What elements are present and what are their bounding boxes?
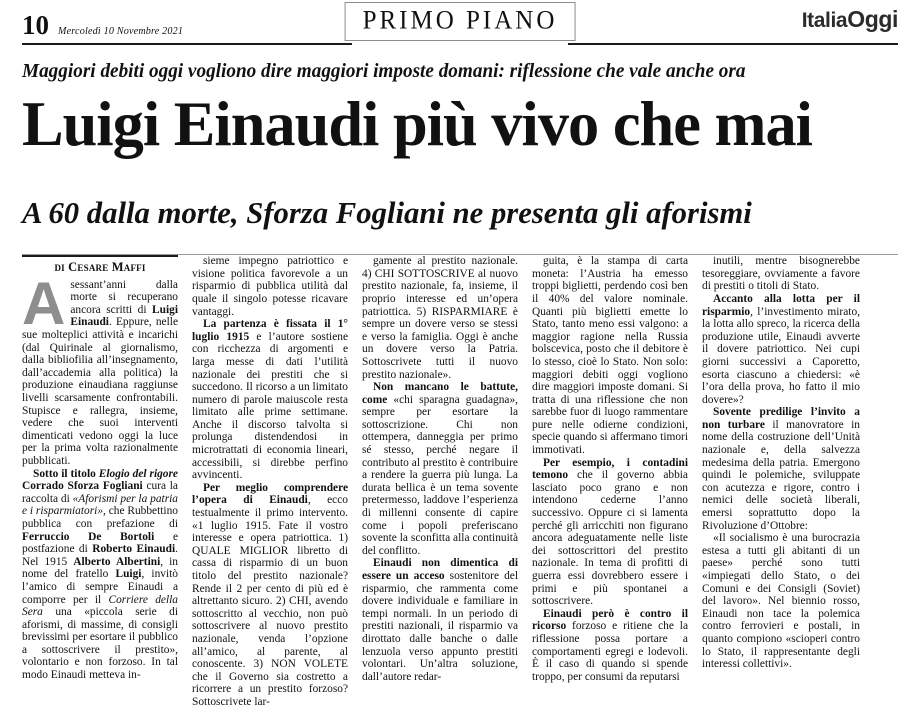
text-run: Einaudi però è contro il ricorso [532,607,688,633]
text-run: Sotto il titolo [33,467,99,480]
page-title: Luigi Einaudi più vivo che mai [22,88,813,159]
text-run: Roberto Einaudi [92,543,176,556]
article-paragraph [702,532,860,671]
text-run: «Il socialismo è una burocrazia estesa a tutti gli abitanti di un paese» perché sono tutti «impiegati dello Stato, o dei Comuni e dei Consigli (Soviet) del lavoro». Nel biennio rosso, Einaudi non tace la polemica contro ferrovieri e postali, in quanto compiono «scioperi contro lo Stato, il rappresentante degli interessi collettivi». [702,532,860,671]
text-run: Luigi [115,568,142,581]
issue-date: Mercoledì 10 Novembre 2021 [58,25,184,37]
text-run: cura la raccolta di [22,480,178,505]
text-run: gamente al prestito nazionale. 4) CHI SOTTOSCRIVE al nuovo prestito nazionale, fa, insieme, il proprio interesse ed un’opera patriottica. 5) RISPARMIARE è sempre un dovere verso se stessi e verso la famiglia. Oggi è anche un dovere verso la Patria. Sottoscrivete tutti il nuovo prestito nazionale». [362,255,518,381]
column-4 [532,255,702,708]
article-paragraph [362,557,518,683]
text-run: Corriere della Sera [22,593,179,619]
text-run: Alberto Albertini [73,555,161,568]
brand-name-first: Italia [801,9,848,32]
column-2 [192,255,362,708]
text-run: Ferruccio De Bortoli [22,530,155,543]
subheadline: A 60 dalla morte, Sforza Fogliani ne presenta gli aforismi [22,195,752,231]
masthead-rule-right [568,43,898,45]
text-run: che il governo abbia lasciato poco grano e non intendono cederne l’anno successivo. Oppure ci si lamenta perché gli arricchiti non figurano ancora adeguatamente nelle liste dei sottoscrittori del prestito nazionale. In tema di profitti di guerra essi dovrebbero essere i primi e più spontanei a sottoscrivere. [532,469,688,608]
article-paragraph [532,457,688,608]
kicker: Maggiori debiti oggi vogliono dire maggiori imposte domani: riflessione che vale anche ora [22,61,746,82]
text-run: e l’autore sostiene con ricchezza di argomenti e larga messe di dati l’utilità nazionale dei prestiti che si succedono. Il ricorso a un limitato numero di parole maiuscole resta limitato alle prime settimane. Anche il discorso talvolta si prolunga distendendosi in microtrattati di economia lineari, accessibili, si direbbe perfino avvincenti. [192,330,348,482]
text-run: , che Rubbettino pubblica con prefazione di [22,505,178,530]
text-run: Non mancano le battute, come [362,381,518,406]
text-run: Corrado Sforza Fogliani [22,480,143,493]
text-run: e postfazione di [22,530,179,556]
text-run: inutili, mentre bisognerebbe tesoreggiare, ovviamente a favore di prestiti o titoli di Stato. [702,255,860,293]
text-run: sessant’anni dalla morte si recuperano ancora scritti di [70,278,178,316]
text-run: Elogio del rigore [98,467,178,480]
text-run: sostenitore del risparmio, che rammenta come dovere individuale e familiare in tempi normali. In un periodo di prestiti nazionali, il risparmio va dirottato dalle banche o dalle lenzuola verso appunto prestiti volontari. Un’altra soluzione, dall’autore redar- [362,570,518,683]
text-run: forzoso e ritiene che la riflessione possa portare a comportamenti egregi e lodevoli. È il caso di quando si spende troppo, per consumi da reputarsi [532,620,688,683]
drop-cap: A [22,269,66,337]
article-paragraph [192,255,348,318]
text-run: Accanto alla lotta per il risparmio [702,292,860,318]
article-paragraph [22,269,178,468]
text-run: Einaudi non dimentica di essere un acceso [362,557,518,582]
article-paragraph [22,468,178,682]
masthead-rule-left [22,43,352,45]
brand-name-second: Oggi [847,6,898,32]
text-run: Per meglio comprendere l’opera di Einaudi [192,481,348,507]
text-run: sieme impegno patriottico e visione politica favorevole a un risparmio di pubblica utilità dal quale il singolo potesse ricavare vantaggi. [192,255,348,318]
text-run: . Eppure, nelle sue molteplici attività e incarichi (dal Quirinale al giornalismo, dalla bibliofilia all’insegnamento, dall’accademia alla politica) la produzione einaudiana raggiunse livelli scarsamente confrontabili. Stupisce e rallegra, insieme, vedere che suoi interventi dimenticati vedono oggi la luce per la prima volta razionalmente pubblicati. [22,316,178,467]
text-run: guita, è la stampa di carta moneta: l’Austria ha emesso troppi biglietti, perdendo così ben il 40% del valore nominale. Quanti più biglietti emette lo Stato, tanto meno essi valgono: a maggior ragione nella Russia bolscevica, posto che il debitore è lo stesso, cioè lo Stato. Non solo: maggiori debiti oggi vogliono dire maggiori imposte domani. Si tratta di una riflessione che non sarebbe fuor di luogo rammentare pure nelle odierne condizioni, specie quando si affermano timori immotivati. [532,255,688,457]
text-run: La partenza è fissata il 1° luglio 1915 [192,318,348,343]
text-run: , ecco testualmente il primo intervento. «1 luglio 1915. Fate il vostro interesse e opera patriottica. 1) QUALE MIGLIOR libretto di cassa di risparmio di un buon titolo del prestito nazionale? Rende il 2 per cento di più ed è altrettanto sicuro. 2) CHI, avendo sottoscritto al vecchio, non può sottoscrivere al nuovo prestito nazionale, venda l’opzione all’amico, al parente, al conoscente. 3) NON VOLETE che il Governo sia costretto a ricorrere a un prestito forzoso? Sottoscrivete lar- [192,494,348,708]
column-1 [22,255,192,708]
article-paragraph [362,381,518,557]
byline-rule [22,255,178,257]
text-run: , in nome del fratello [22,555,179,581]
article-paragraph [192,318,348,482]
article-body [22,255,898,708]
text-run: Sovente predilige l’invito a non turbare [702,406,860,431]
text-run: , invitò l’amico di sempre Einaudi a comporre per il [22,568,179,606]
column-5 [702,255,860,708]
text-run: . Nel 1915 [22,543,178,568]
text-run: , l’investimento mirato, la lotta allo spreco, la ricerca della produzione utile, Einaudi avverte il dovere patriottico. Nei cupi giorni successivi a Caporetto, esorta ciascuno a chiedersi: «è l’ora della prova, ho fatto il mio dovere»? [702,305,860,406]
text-run: Per esempio, i contadini temono [532,456,688,482]
page-number: 10 [22,10,49,40]
text-run: una «piccola serie di aforismi, di massime, di consigli brevissimi per esortare il pubblico a sottoscrivere il prestito», volontario e non forzoso. In tal modo Einaudi metteva in- [22,606,178,682]
article-paragraph [702,406,860,532]
section-title-box [345,2,576,41]
section-title: PRIMO PIANO [362,6,558,35]
article-paragraph [702,255,860,293]
text-run: il manovratore in nome della costruzione dell’Unità nazionale e, della salvezza medesima della patria. Emergono quindi le polemiche, sviluppate con acutezza e rigore, contro i nemici delle società liberali, emersi soprattutto dopo la Rivoluzione d’Ottobre: [702,418,860,532]
article-paragraph [532,255,688,457]
article-paragraph [192,482,348,709]
text-run: «chi sparagna guadagna», sempre per esortare la sottoscrizione. Chi non ottempera, danneggia per primo sé stesso, perché negare il contributo al prestito è contribuire a rendere la guerra più lunga. La durata bellica è un tema sovente pretermesso, laddove l’esperienza di millenni consente di capire come i popoli preferiscano sovente la sconfitta alla continuità del conflitto. [362,393,518,557]
text-run: Luigi Einaudi [70,303,178,329]
folio-group [22,12,194,39]
article-paragraph [702,293,860,406]
text-run: «Aforismi per la patria e i risparmiatori» [22,492,178,518]
publication-logo [802,8,898,31]
byline: di Cesare Maffi [54,260,146,275]
article-paragraph [532,608,688,684]
column-3 [362,255,532,708]
masthead [22,0,898,52]
article-paragraph [362,255,518,381]
